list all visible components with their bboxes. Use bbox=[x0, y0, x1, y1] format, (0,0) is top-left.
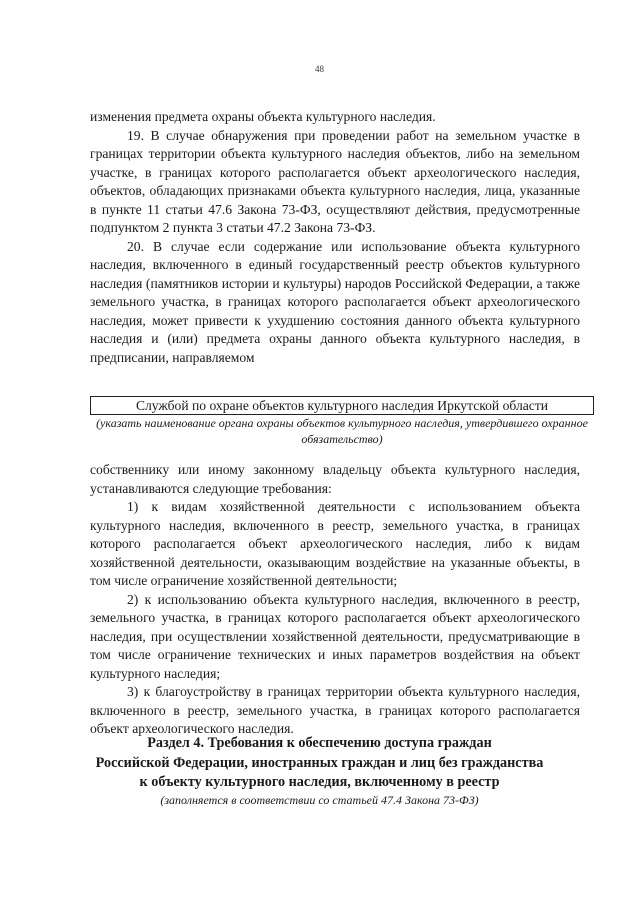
page-number: 48 bbox=[315, 64, 324, 74]
requirement-1-paragraph: 1) к видам хозяйственной деятельности с использованием объекта культурного наследия, включенного в реестр, земельного участка, в границах которого располагается объект археологического наследия, либо к видам хозяйственной деятельности, оказывающим воздействие на указанные объекты, в том числе ограничение хозяйственной деятельности; bbox=[90, 499, 580, 588]
requirement-2-paragraph: 2) к использованию объекта культурного наследия, включенного в реестр, земельного участка, в границах которого располагается объект археологического наследия, при осуществлении хозяйственной деятельности, предусматривающие в том числе ограничение технических и иных параметров воздействия на объект культурного наследия; bbox=[90, 591, 580, 681]
section-4-note: (заполняется в соответствии со статьей 47.4 Закона 73-ФЗ) bbox=[160, 793, 479, 807]
requirement-3-paragraph: 3) к благоустройству в границах территории объекта культурного наследия, включенного в реестр, земельного участка, в границах которого располагается объект археологического наследия. bbox=[90, 684, 580, 736]
requirements-lead-paragraph: собственнику или иному законному владельцу объекта культурного наследия, устанавливаются следующие требования: bbox=[90, 462, 580, 496]
continuation-paragraph: изменения предмета охраны объекта культурного наследия. bbox=[90, 109, 436, 124]
requirements-text-block bbox=[90, 461, 580, 739]
section-4-heading-line-2: Российской Федерации, иностранных граждан и лиц без гражданства bbox=[95, 754, 544, 771]
item-19-paragraph: 19. В случае обнаружения при проведении работ на земельном участке в границах территории объекта культурного наследия объектов, либо на земельном участке, в границах которого располагается объект археологического наследия, объектов, обладающих признаками объекта культурного наследия, лица, указанные в пункте 11 статьи 47.6 Закона 73-ФЗ, осуществляют действия, предусмотренные подпунктом 2 пункта 3 статьи 47.2 Закона 73-ФЗ. bbox=[90, 127, 580, 235]
section-4-heading bbox=[60, 734, 579, 793]
authority-name-box: Службой по охране объектов культурного наследия Иркутской области bbox=[90, 396, 594, 415]
authority-note: (указать наименование органа охраны объектов культурного наследия, утвердившего охранное обязательство) bbox=[96, 416, 588, 446]
section-4-heading-line-1: Раздел 4. Требования к обеспечению доступа граждан bbox=[147, 735, 492, 751]
item-20-paragraph: 20. В случае если содержание или использование объекта культурного наследия, включенного в единый государственный реестр объектов культурного наследия (памятников истории и культуры) народов Российской Федерации, а также земельного участка, в границах которого располагается объект археологического наследия, может привести к ухудшению состояния данного объекта культурного наследия и (или) предмета охраны данного объекта культурного наследия, в предписании, направляемом bbox=[90, 238, 580, 365]
top-text-block bbox=[90, 108, 580, 367]
section-4-heading-line-3: к объекту культурного наследия, включенному в реестр bbox=[139, 774, 500, 790]
